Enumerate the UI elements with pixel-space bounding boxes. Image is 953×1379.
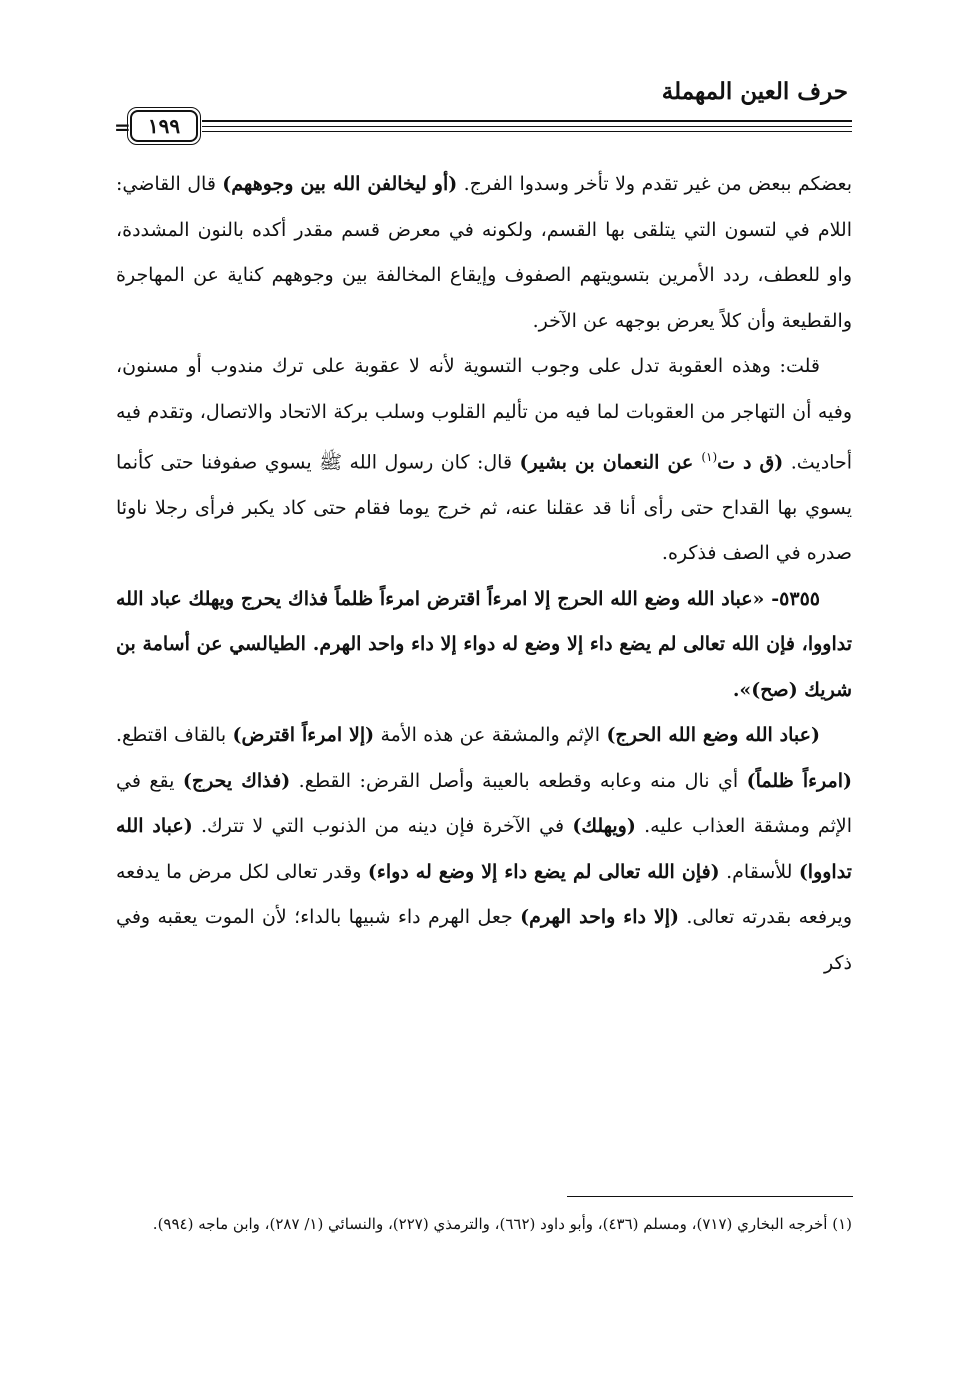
text-segment: الإثم والمشقة عن هذه الأمة [374, 724, 607, 747]
text-segment: للأسقام. [719, 860, 799, 883]
text-segment: في الآخرة فإن دينه من الذنوب التي لا تترك. [192, 815, 573, 838]
rule-line [202, 131, 852, 132]
rule-line [202, 120, 852, 122]
text-segment: يقع في الإثم ومشقة العذاب عليه. [116, 769, 852, 838]
text-segment: قلت: وهذه العقوبة تدل على وجوب التسوية لأنه لا عقوبة على ترك مندوب أو مسنون، وفيه أن التهاجر من العقوبات لما فيه من تأليم القلوب وسلب بركة الاتحاد والاتصال، وتقدم فيه أحاديث. [116, 355, 852, 474]
running-title: حرف العين المهملة [661, 78, 848, 105]
text-segment: بعضكم ببعض من غير تقدم ولا تأخر وسدوا الفرج. [457, 173, 852, 195]
text-segment: قال القاضي: اللام في لتسون التي يتلقى بها القسم، ولكونه في معرض قسم مقدر أكده بالنون المشددة، واو للعطف، ردد الأمرين بتسويتهم الصفوف وإيقاع المخالفة بين وجوههم كناية عن المهاجرة والقطيعة وأن كلاً يعرض بوجهه عن الآخر. [116, 173, 852, 332]
footnote-ref: (١) [701, 450, 718, 464]
footnote-1: (١) أخرجه البخاري (٧١٧)، ومسلم (٤٣٦)، وأبو داود (٦٦٢)، والترمذي (٢٢٧)، والنسائي (١/ ٢٨٧)، وابن ماجه (٩٩٤). [152, 1215, 852, 1233]
footnote-separator [567, 1196, 853, 1197]
text-segment: أي نال منه وعابه وقطعه بالعيبة وأصل القرض: القطع. [290, 769, 747, 792]
bold-segment: (امرءاً ظلماً) [746, 769, 852, 792]
footnotes [116, 1210, 852, 1238]
bold-segment: (عباد الله وضع الله الحرج) [606, 724, 820, 747]
hadith-number: ٥٣٥٥- [771, 587, 820, 610]
bold-segment: (إلا امرءاً اقترض) [232, 724, 375, 747]
rule-line [202, 126, 852, 127]
source-code: (ق د ت [717, 451, 784, 474]
hadith-text: «عباد الله وضع الله الحرج إلا امرءاً اقترض امرءاً ظلماً فذاك يحرج ويهلك عباد الله تداووا، فإن الله تعالى لم يضع داء إلا وضع له دواء إلا داء واحد الهرم. الطيالسي عن أسامة بن شريك (صح)». [116, 587, 852, 701]
text-segment: وقدر تعالى لكل مرض ما يدفعه ويرفعه بقدرته تعالى. [116, 860, 852, 929]
text-segment: قال: كان رسول الله ﷺ يسوي صفوفنا حتى كأنما يسوي بها القداح حتى رأى أنا قد عقلنا عنه، ثم خرج يوما فقام حتى كاد يكبر فرأى رجلا ناوئا صدره في الصف فذكره. [116, 451, 852, 565]
bold-segment: (أو ليخالفن الله بين وجوههم) [222, 173, 458, 195]
page-number: ١٩٩ [130, 110, 198, 142]
bold-segment: (عباد الله تداووا) [116, 815, 852, 883]
bold-segment: (فإن الله تعالى لم يضع داء إلا وضع له دواء) [367, 860, 720, 883]
header-rule [114, 106, 852, 146]
text-segment: بالقاف اقتطع. [116, 724, 233, 747]
commentary [116, 713, 852, 986]
header-marker: = [114, 115, 131, 139]
bold-segment: (فذاك يحرج) [182, 769, 291, 792]
narrator: عن النعمان بن بشير) [519, 451, 702, 474]
paragraph-1 [116, 162, 852, 344]
bold-segment: (ويهلك) [572, 815, 636, 838]
paragraph-2 [116, 344, 852, 577]
hadith-entry [116, 577, 852, 714]
bold-segment: (إلا داء واحد الهرم) [520, 906, 680, 929]
main-text [116, 162, 852, 986]
text-segment: جعل الهرم داء شبيها بالداء؛ لأن الموت يعقبه وفي ذكر [116, 906, 852, 974]
